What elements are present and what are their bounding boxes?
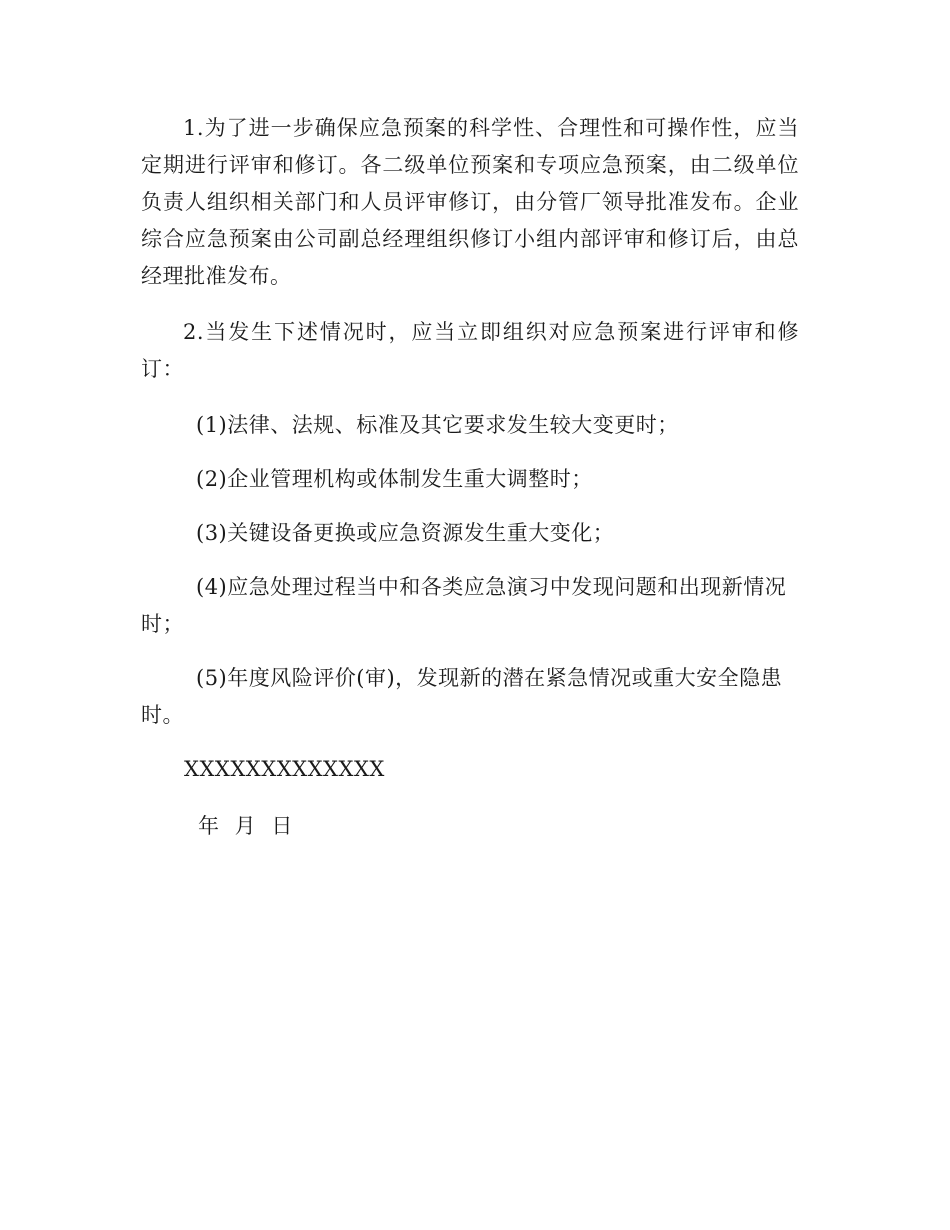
document-page [141, 110, 799, 866]
paragraph-conditions: 2.当发生下述情况时，应当立即组织对应急预案进行评审和修订： [141, 320, 799, 381]
date-line: 年 月 日 [198, 814, 293, 838]
list-item: (4)应急处理过程当中和各类应急演习中发现问题和出现新情况时； [141, 575, 787, 636]
paragraph-review-revision: 1.为了进一步确保应急预案的科学性、合理性和可操作性，应当定期进行评审和修订。各二级单位预案和专项应急预案，由二级单位负责人组织相关部门和人员评审修订，由分管厂领导批准发布。企业综合应急预案由公司副总经理组织修订小组内部评审和修订后，由总经理批准发布。 [141, 116, 799, 288]
signature-line: XXXXXXXXXXXXX [184, 757, 385, 781]
list-item: (1)法律、法规、标准及其它要求发生较大变更时； [196, 413, 679, 437]
list-item: (2)企业管理机构或体制发生重大调整时； [196, 467, 593, 491]
list-item: (5)年度风险评价(审)，发现新的潜在紧急情况或重大安全隐患时。 [141, 666, 783, 727]
list-item: (3)关键设备更换或应急资源发生重大变化； [196, 521, 615, 545]
